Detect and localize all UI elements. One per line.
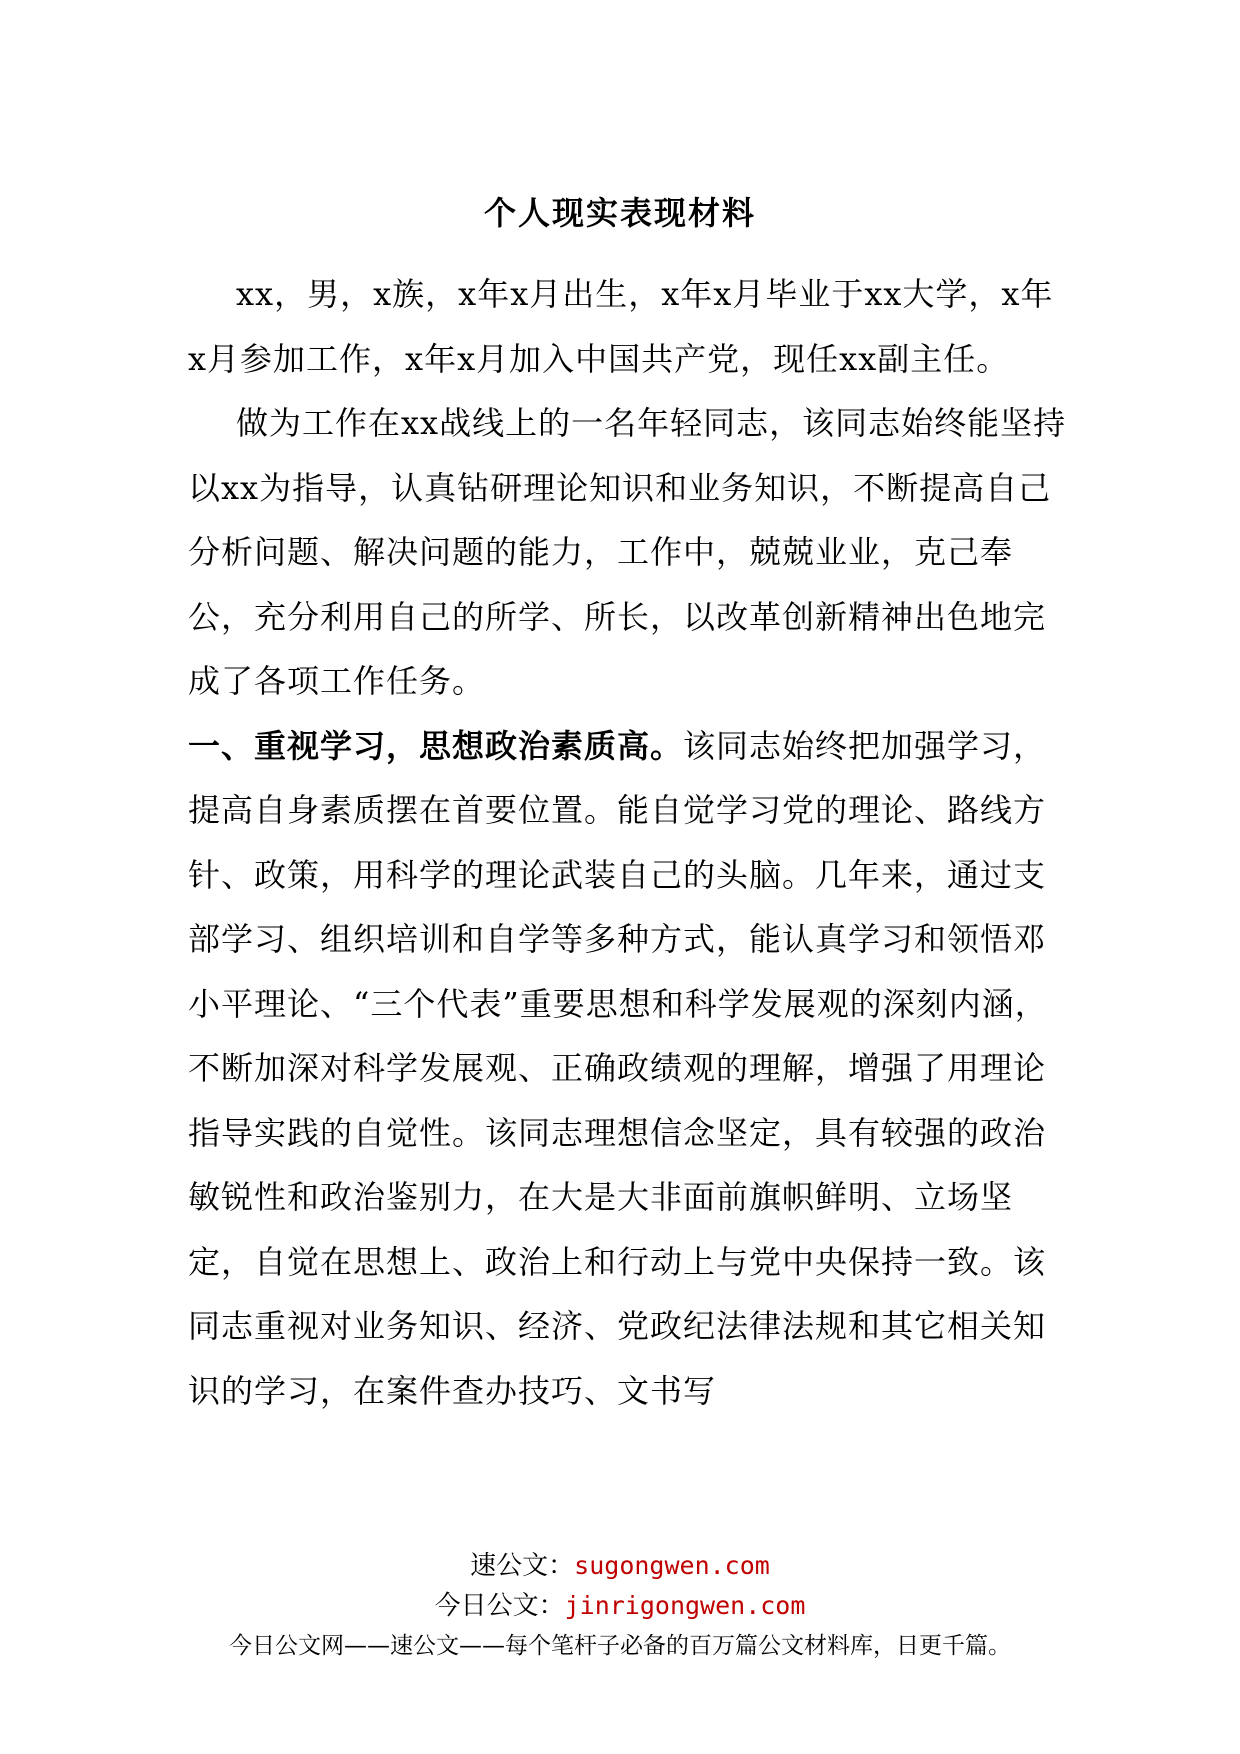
footer-link-sugongwen[interactable]: sugongwen.com xyxy=(574,1551,770,1580)
document-body xyxy=(188,262,1068,1423)
footer-tagline: 今日公文网——速公文——每个笔杆子必备的百万篇公文材料库，日更千篇。 xyxy=(229,1633,1011,1659)
footer-link-jinrigongwen[interactable]: jinrigongwen.com xyxy=(564,1591,806,1620)
footer-label-jinrigongwen: 今日公文： xyxy=(434,1591,565,1621)
section-one-text: 该同志始终把加强学习，提高自身素质摆在首要位置。能自觉学习党的理论、路线方针、政策，用科学的理论武装自己的头脑。几年来，通过支部学习、组织培训和自学等多种方式，能认真学习和领悟邓小平理论、“三个代表”重要思想和科学发展观的深刻内涵，不断加深对科学发展观、正确政绩观的理解，增强了用理论指导实践的自觉性。该同志理想信念坚定，具有较强的政治敏锐性和政治鉴别力，在大是大非面前旗帜鲜明、立场坚定，自觉在思想上、政治上和行动上与党中央保持一致。该同志重视对业务知识、经济、党政纪法律法规和其它相关知识的学习，在案件查办技巧、文书写 xyxy=(188,726,1048,1410)
document-title: 个人现实表现材料 xyxy=(483,194,756,233)
footer-line-jinrigongwen xyxy=(0,1588,1240,1624)
paragraph-personal-info: xx，男，x族，x年x月出生，x年x月毕业于xx大学，x年x月参加工作，x年x月加入中国共产党，现任xx副主任。 xyxy=(188,275,1054,378)
footer-line-sugongwen xyxy=(0,1548,1240,1584)
footer-label-sugongwen: 速公文： xyxy=(470,1551,575,1581)
paragraph-section-one xyxy=(188,714,1068,1424)
paragraph-summary: 做为工作在xx战线上的一名年轻同志，该同志始终能坚持以xx为指导，认真钻研理论知识和业务知识，不断提高自己分析问题、解决问题的能力，工作中，兢兢业业，克己奉公，充分利用自己的所学、所长，以改革创新精神出色地完成了各项工作任务。 xyxy=(188,404,1067,700)
section-one-heading: 一、重视学习，思想政治素质高。 xyxy=(188,726,684,765)
